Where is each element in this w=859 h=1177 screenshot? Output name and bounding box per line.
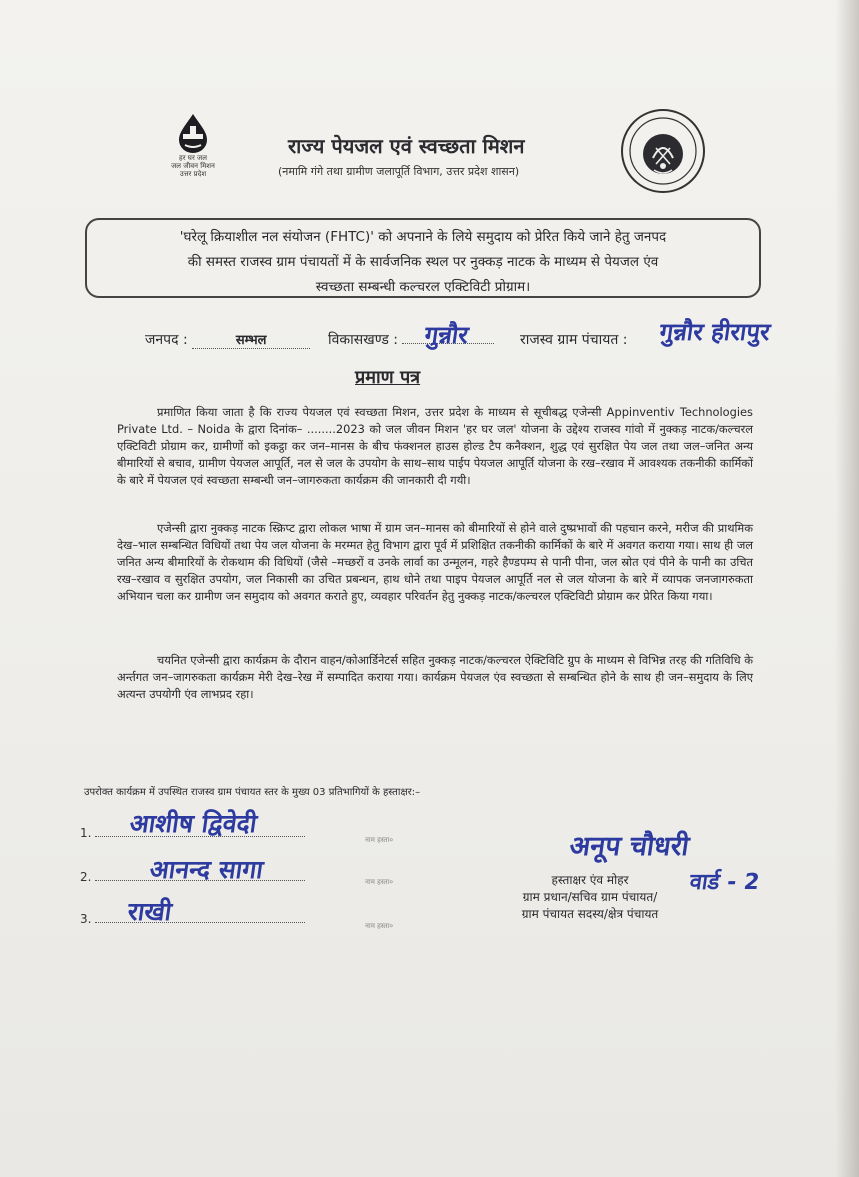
participant-3-number: 3. — [80, 912, 92, 926]
panchayat-value-handwritten: गुन्नौर हीरापुर — [657, 318, 772, 346]
participant-3-signature: राखी — [125, 897, 174, 926]
block-value-handwritten: गुन्नौर — [422, 321, 471, 349]
up-government-seal-icon — [620, 108, 706, 194]
participant-3-row — [80, 912, 305, 926]
program-line-1: 'घरेलू क्रियाशील नल संयोजन (FHTC)' को अपनाने के लिये समुदाय को प्रेरित किये जाने हेतु जनपद — [179, 229, 667, 245]
program-line-3: स्वच्छता सम्बन्धी कल्चरल एक्टिविटी प्रोग्राम। — [315, 279, 531, 295]
paragraph-3: चयनित एजेन्सी द्वारा कार्यक्रम के दौरान वाहन/कोआर्डिनेटर्स सहित नुक्कड़ नाटक/कल्चरल ऐक्टिविटि ग्रुप के माध्यम से विभिन्न तरह की गतिविधि के अर्न्तगत जन–जागरुकता कार्यक्रम मेरी देख–रेख में सम्पादित कराया गया। कार्यक्रम पेयजल एंव स्वच्छता से सम्बन्धित होने के साथ ही जन–समुदाय के लिए अत्यन्त उपयोगी एंव लाभप्रद रहा। — [117, 653, 753, 701]
signatory-line-3: ग्राम पंचायत सदस्य/क्षेत्र पंचायत — [521, 907, 659, 921]
district-field — [145, 330, 310, 349]
signatory-line-2: ग्राम प्रधान/सचिव ग्राम पंचायत/ — [522, 890, 658, 904]
block-field — [328, 330, 494, 349]
participant-2-number: 2. — [80, 870, 92, 884]
district-value: सम्भल — [235, 333, 267, 348]
participants-intro: उपरोक्त कार्यक्रम में उपस्थित राजस्व ग्राम पंचायत स्तर के मुख्य 03 प्रतिभागियों के हस्ताक्षर:– — [84, 787, 421, 798]
district-value-line — [192, 330, 310, 349]
paragraph-1: प्रमाणित किया जाता है कि राज्य पेयजल एवं स्वच्छता मिशन, उत्तर प्रदेश के माध्यम से सूचीबद्ध एजेन्सी Appinventiv Technologies Private Ltd. – Noida के द्वारा दिनांक– ........2023 को जल जीवन मिशन 'हर घर जल' योजना के उद्देश्य राजस्व गांवो में नुक्कड़ नाटक/कल्चरल एक्टिविटी प्रोग्राम कर, ग्रामीणों को इकट्ठा कर जन–मानस के बीच फंक्शनल हाउस होल्ड टैप कनैक्शन, शुद्ध एवं सुरक्षित पेय जल तथा जल–जनित अन्य बीमारियों से बचाव, ग्रामीण पेयजल आपूर्ति, नल से जल के उपयोग के साथ–साथ पाईप पेयजल आपूर्ति योजना के रख–रखाव में आवश्यक तकनीकी कार्मिकों के बारे में पेयजल एवं स्वच्छता सम्बन्धी जन–जागरुकता कार्यक्रम की जानकारी दी गयी। — [117, 405, 753, 487]
participant-1-sign-label: नाम हस्ता० — [365, 836, 393, 844]
signatory-ward: वार्ड - 2 — [688, 870, 762, 895]
certificate-title: प्रमाण पत्र — [355, 367, 421, 388]
participant-2-signature: आनन्द सागा — [147, 855, 266, 884]
block-label: विकासखण्ड : — [328, 332, 399, 348]
page-edge-shadow — [835, 0, 859, 1177]
logo-caption-3: उत्तर प्रदेश — [179, 170, 207, 178]
panchayat-field — [520, 330, 628, 349]
har-ghar-jal-logo — [158, 112, 228, 192]
signatory-handwritten-name: अनूप चौधरी — [567, 831, 692, 862]
paragraph-2: एजेन्सी द्वारा नुक्कड़ नाटक स्क्रिप्ट द्वारा लोकल भाषा में ग्राम जन–मानस को बीमारियों से होने वाले दुष्प्रभावों की पहचान करने, मरीज की प्राथमिक देख–भाल सम्बन्धित विधियों तथा पेय जल योजना के मरम्मत हेतु विभाग द्वारा पूर्व में प्रशिक्षित तकनीकी कार्मिकों के बारे में अवगत कराया गया। साथ ही जल जनित अन्य बीमारियों के रोकथाम की विधियों (जैसे –मच्छरों व उनके लार्वा का उन्मूलन, गहरे हैण्डपम्प से पानी पीना, जल स्रोत एवं पीने के पानी का उचित रख–रखाव व सुरक्षित उपयोग, जल निकासी का उचित प्रबन्धन, हाथ धोने तथा पाइप पेयजल आपूर्ति नल से जल योजना के बारे में व्यापक जनजागरुकता अभियान चला कर ग्रामीण जन समुदाय को अवगत कराते हुए, व्यवहार परिवर्तन हेतु नुक्कड़ नाटक/कल्चरल एक्टिविटी प्रोग्राम कर प्रेरित किया गया। — [117, 521, 753, 603]
program-description-box — [85, 218, 761, 298]
water-drop-icon — [173, 112, 213, 154]
logo-caption-2: जल जीवन मिशन — [171, 162, 215, 170]
logo-caption-1: हर घर जल — [179, 154, 207, 162]
district-label: जनपद : — [145, 332, 188, 348]
program-line-2: की समस्त राजस्व ग्राम पंचायतों में के सार्वजनिक स्थल पर नुक्कड़ नाटक के माध्यम से पेयजल एंव — [187, 254, 659, 270]
panchayat-label: राजस्व ग्राम पंचायत : — [520, 332, 628, 348]
mission-subtitle: (नमामि गंगे तथा ग्रामीण जलापूर्ति विभाग, उत्तर प्रदेश शासन) — [278, 165, 520, 178]
mission-title: राज्य पेयजल एवं स्वच्छता मिशन — [288, 134, 525, 158]
signatory-line-1: हस्ताक्षर एंव मोहर — [551, 873, 629, 887]
signatory-block — [505, 872, 675, 923]
participant-1-signature: आशीष द्विवेदी — [127, 809, 259, 838]
participant-3-sign-label: नाम हस्ता० — [365, 922, 393, 930]
participant-1-number: 1. — [80, 826, 92, 840]
participant-2-sign-label: नाम हस्ता० — [365, 878, 393, 886]
